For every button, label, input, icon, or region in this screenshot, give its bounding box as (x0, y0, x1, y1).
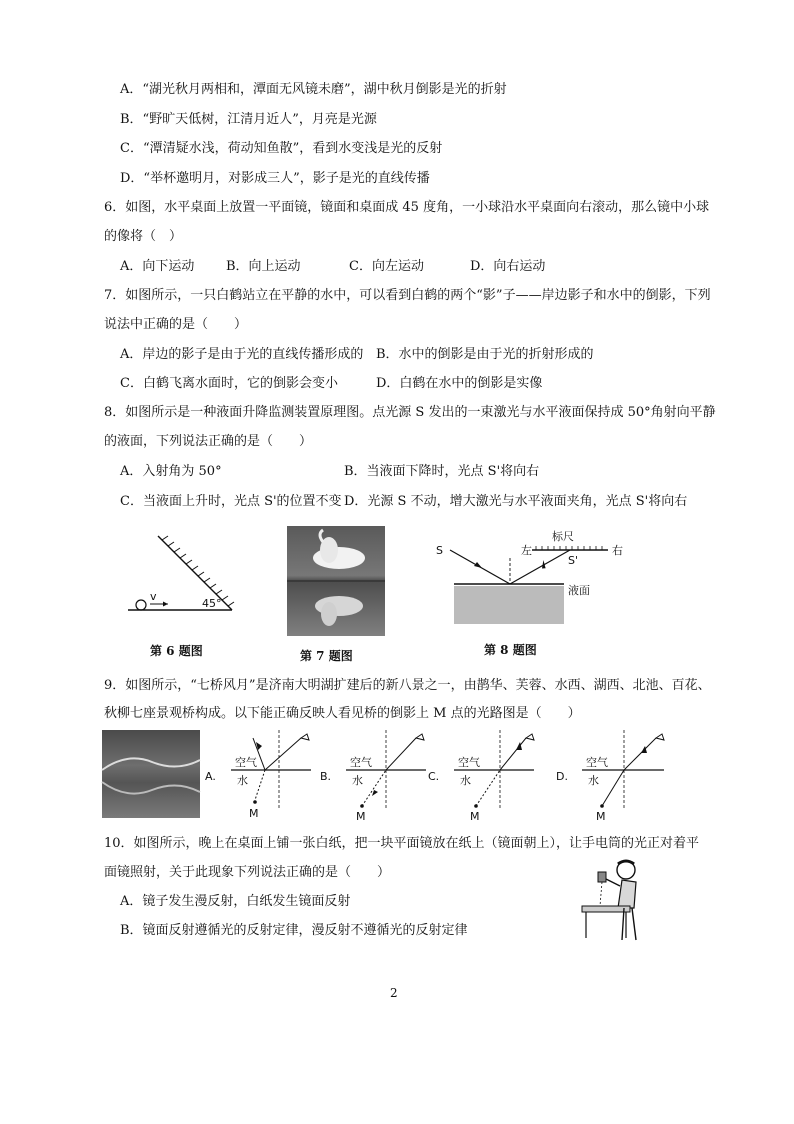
q6-option-c: C．向左运动 (349, 259, 424, 274)
q8-stem-line1: 8．如图所示是一种液面升降监测装置原理图。点光源 S 发出的一束激光与水平液面保持成 50°角射向平静 (104, 405, 716, 420)
q10-option-a: A．镜子发生漫反射，白纸发生镜面反射 (120, 894, 351, 909)
fig6-angle-label: 45° (202, 597, 222, 610)
q5-option-d: D．“举杯邀明月，对影成三人”，影子是光的直线传播 (120, 171, 430, 186)
q5-option-b: B．“野旷天低树，江清月近人”，月亮是光源 (120, 112, 377, 127)
fig6-velocity-label: v (150, 590, 157, 603)
q9-c-eye-icon (526, 734, 534, 740)
fig8-liquid-label: 液面 (568, 584, 590, 597)
q7-option-d: D．白鹤在水中的倒影是实像 (376, 376, 543, 391)
q9-d-air-label: 空气 (586, 756, 608, 769)
q5-option-a: A．“湖光秋月两相和，潭面无风镜未磨”，湖中秋月倒影是光的折射 (120, 82, 507, 97)
q9-b-point-label: M (356, 810, 366, 823)
q9-b-eye-icon (416, 734, 424, 740)
q9-a-point-label: M (249, 807, 259, 820)
fig6-diagram (128, 532, 248, 622)
fig8-source-label: S (436, 544, 443, 557)
fig8-right-label: 右 (612, 544, 623, 557)
q6-stem-line1: 6．如图，水平桌面上放置一平面镜，镜面和桌面成 45 度角，一小球沿水平桌面向右滚动，那么镜中小球 (104, 200, 710, 215)
page-number: 2 (390, 986, 398, 1000)
fig7-egret-photo (287, 526, 385, 636)
fig8-liquid (454, 586, 564, 624)
q10-stem-line1: 10．如图所示，晚上在桌面上铺一张白纸，把一块平面镜放在纸上（镜面朝上），让手电筒的光正对着平 (104, 836, 700, 851)
q6-option-a: A．向下运动 (120, 259, 195, 274)
q9-diagram-b (320, 730, 432, 822)
fig8-caption: 第 8 题图 (484, 643, 537, 657)
q7-stem-line1: 7．如图所示，一只白鹤站立在平静的水中，可以看到白鹤的两个“影”子——岸边影子和水中的倒影，下列 (104, 288, 711, 303)
q9-a-eye-icon (301, 734, 309, 740)
q9-d-water-label: 水 (588, 774, 599, 787)
q5-option-c: C．“潭清疑水浅，荷动知鱼散”，看到水变浅是光的反射 (120, 141, 443, 156)
q6-option-b: B．向上运动 (226, 259, 301, 274)
q9-bridge-photo (102, 730, 200, 818)
q10-stem-line2: 面镜照射，关于此现象下列说法正确的是（ ） (104, 865, 391, 880)
q10-option-b: B．镜面反射遵循光的反射定律，漫反射不遵循光的反射定律 (120, 923, 468, 938)
q9-option-a-label: A. (205, 770, 216, 783)
fig8-image-label: S' (568, 554, 579, 567)
fig8-diagram (436, 528, 626, 628)
fig6-ball (136, 600, 146, 610)
q9-b-water-label: 水 (352, 774, 363, 787)
q9-stem-line2: 秋柳七座景观桥构成。以下能正确反映人看见桥的倒影上 M 点的光路图是（ ） (104, 706, 581, 721)
fig7-caption: 第 7 题图 (300, 649, 353, 663)
fig8-ruler-label: 标尺 (552, 530, 574, 543)
q9-c-water-label: 水 (460, 774, 471, 787)
q9-diagram-c (428, 730, 540, 822)
q9-d-eye-icon (656, 734, 664, 740)
q9-option-b-label: B. (320, 770, 332, 783)
fig8-left-label: 左 (521, 544, 532, 557)
q9-a-water-label: 水 (237, 774, 248, 787)
q9-option-c-label: C. (428, 770, 440, 783)
q9-option-d-label: D. (556, 770, 568, 783)
q7-option-a: A．岸边的影子是由于光的直线传播形成的 (120, 347, 364, 362)
q9-diagram-d (556, 730, 668, 822)
q7-option-c: C．白鹤飞离水面时，它的倒影会变小 (120, 376, 338, 391)
q9-c-air-label: 空气 (458, 756, 480, 769)
q8-option-c: C．当液面上升时，光点 S'的位置不变 (120, 494, 342, 509)
q8-stem-line2: 的液面，下列说法正确的是（ ） (104, 434, 313, 449)
q9-diagram-a (205, 730, 317, 822)
q9-c-point-label: M (470, 810, 480, 823)
q7-option-b: B．水中的倒影是由于光的折射形成的 (376, 347, 594, 362)
q8-option-a: A．入射角为 50° (120, 464, 222, 479)
q10-flashlight-figure (578, 858, 664, 944)
q8-option-d: D．光源 S 不动，增大激光与水平液面夹角，光点 S'将向右 (344, 494, 688, 509)
q7-stem-line2: 说法中正确的是（ ） (104, 317, 248, 332)
fig6-caption: 第 6 题图 (150, 644, 203, 658)
q9-a-air-label: 空气 (235, 756, 257, 769)
q6-stem-line2: 的像将（ ） (104, 229, 183, 244)
q9-stem-line1: 9．如图所示，“七桥风月”是济南大明湖扩建后的新八景之一，由鹊华、芙蓉、水西、湖西、北池、百花、 (104, 678, 711, 693)
q9-b-air-label: 空气 (350, 756, 372, 769)
q6-option-d: D．向右运动 (470, 259, 546, 274)
q8-option-b: B．当液面下降时，光点 S'将向右 (344, 464, 540, 479)
q9-d-point-label: M (596, 810, 606, 823)
